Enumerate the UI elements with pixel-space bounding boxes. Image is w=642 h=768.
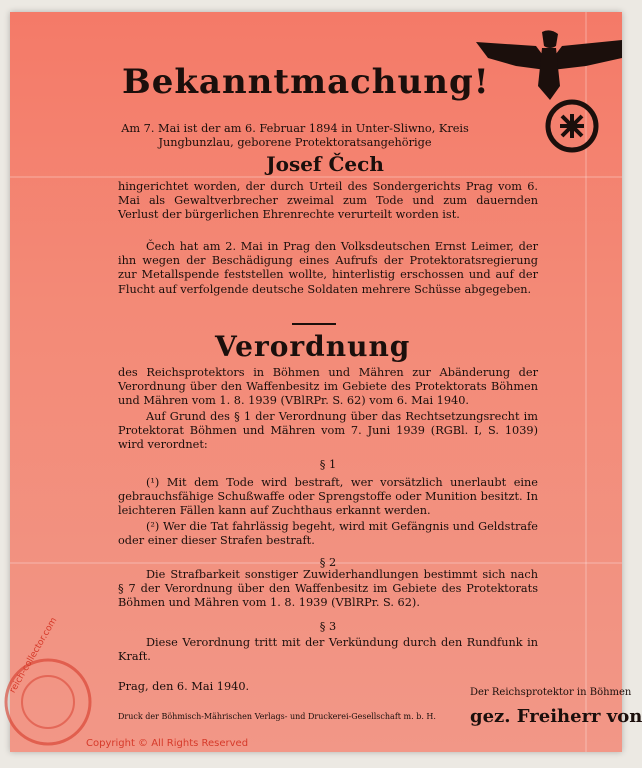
section-1-para-2: (²) Wer die Tat fahrlässig begeht, wird mit Gefängnis und Geldstrafe oder einer dieser Strafen bestraft. bbox=[118, 520, 538, 548]
signer-title: Der Reichsprotektor in Böhmen bbox=[470, 687, 632, 698]
intro-text: Am 7. Mai ist der am 6. Februar 1894 in Unter-Sliwno, Kreis Jungbunzlau, geborene Protektoratsangehörige bbox=[121, 122, 469, 150]
section-2-para: Die Strafbarkeit sonstiger Zuwiderhandlungen bestimmt sich nach § 7 der Verordnung über den Waffenbesitz im Gebiete des Protektorats Böhmen und Mähren vom 1. 8. 1939 (VBlRPr. S. 62). bbox=[118, 568, 538, 610]
executed-name: Josef Čech bbox=[266, 152, 384, 176]
section-2-heading: § 2 bbox=[319, 556, 337, 569]
section-3-heading: § 3 bbox=[319, 620, 337, 633]
decree-intro: des Reichsprotektors in Böhmen und Mähren zur Abänderung der Verordnung über den Waffenbesitz im Gebiete des Protektorats Böhmen und Mähren vom 1. 8. 1939 (VBlRPr. S. 62) vom 6. Mai 1940. bbox=[118, 366, 538, 408]
watermark-text: reich-collector.com bbox=[8, 616, 60, 695]
place-date: Prag, den 6. Mai 1940. bbox=[118, 680, 250, 693]
decree-legal-basis: Auf Grund des § 1 der Verordnung über das Rechtsetzungsrecht im Protektorat Böhmen und Mähren vom 7. Juni 1939 (RGBl. I, S. 1039) wird verordnet: bbox=[118, 410, 538, 452]
section-1-heading: § 1 bbox=[319, 458, 337, 471]
section-3-para: Diese Verordnung tritt mit der Verkündung durch den Rundfunk in Kraft. bbox=[118, 636, 538, 664]
section-divider bbox=[292, 323, 336, 325]
poster-title: Bekanntmachung! bbox=[122, 62, 490, 102]
fold-crease bbox=[10, 176, 622, 178]
printer-imprint: Druck der Böhmisch-Mährischen Verlags- und Druckerei-Gesellschaft m. b. H. bbox=[118, 712, 436, 721]
section-1-para-1: (¹) Mit dem Tode wird bestraft, wer vorsätzlich unerlaubt eine gebrauchsfähige Schußwaffe oder Sprengstoffe oder Munition besitzt. In leichteren Fällen kann auf Zuchthaus erkannt werden. bbox=[118, 476, 538, 518]
signer-name: gez. Freiherr von bbox=[470, 706, 642, 727]
copyright-notice: Copyright © All Rights Reserved bbox=[86, 738, 249, 749]
eagle-emblem-icon bbox=[476, 26, 622, 166]
decree-heading: Verordnung bbox=[215, 330, 411, 363]
watermark-stamp-icon bbox=[2, 656, 94, 748]
announcement-paragraph-1: hingerichtet worden, der durch Urteil des Sondergerichts Prag vom 6. Mai als Gewaltverbrecher zweimal zum Tode und zum dauernden Verlust der bürgerlichen Ehrenrechte verurteilt worden ist. bbox=[118, 180, 538, 222]
announcement-paragraph-2: Čech hat am 2. Mai in Prag den Volksdeutschen Ernst Leimer, der ihn wegen der Beschädigung eines Aufrufs der Protektoratsregierung zur Metallspende feststellen wollte, hinterlistig erschossen und auf der Flucht auf verfolgende deutsche Soldaten mehrere Schüsse abgegeben. bbox=[118, 240, 538, 296]
